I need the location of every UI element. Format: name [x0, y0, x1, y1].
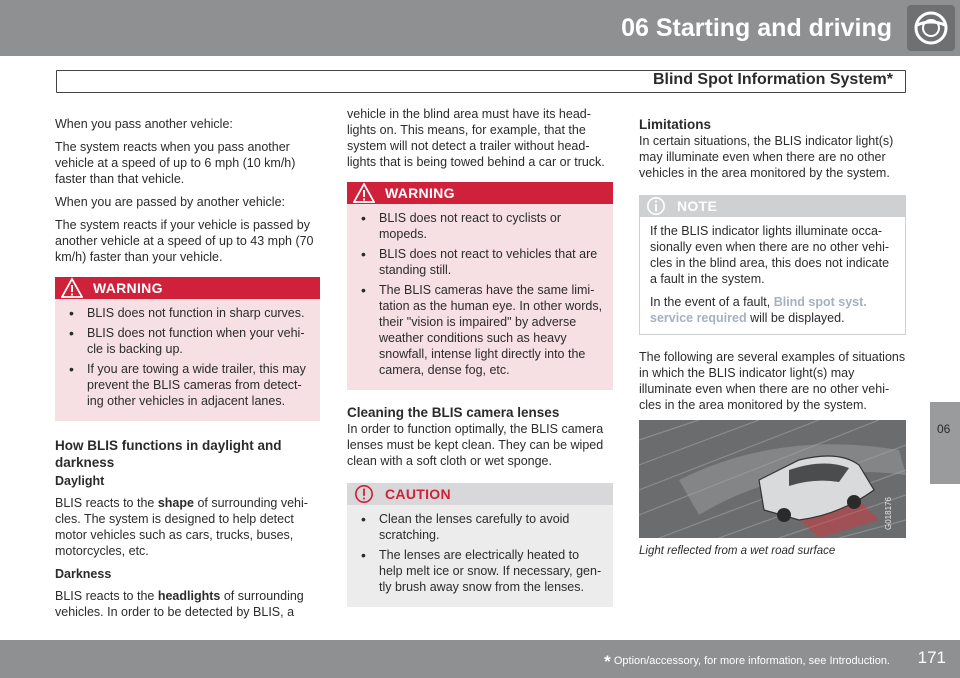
warning-triangle-icon — [61, 278, 83, 298]
warning-header — [55, 277, 320, 299]
paragraph-darkness — [55, 588, 320, 620]
image-caption: Light reflected from a wet road surface — [639, 545, 836, 557]
paragraph: vehicle in the blind area must have its headlights on. This means, for example, that the system will not detect a trailer without headlights that is being towed behind a car or truck. — [347, 107, 605, 169]
column-3 — [639, 116, 906, 559]
paragraph: When you are passed by another vehicle: — [55, 195, 285, 209]
car-illustration — [639, 420, 906, 538]
text: will be displayed. — [746, 311, 845, 325]
paragraph: When you pass another vehicle: — [55, 117, 233, 131]
subheading-darkness: Darkness — [55, 567, 112, 581]
paragraph: If the BLIS indicator lights illuminate occasionally even when there are no other vehicles in the blind area, this does not indicate a fault in the system. — [650, 224, 890, 286]
paragraph-daylight — [55, 495, 320, 559]
footer-note-text: Option/accessory, for more information, see Introduction. — [613, 655, 890, 667]
note-body — [639, 217, 906, 335]
section-heading: Cleaning the BLIS camera lenses — [347, 405, 560, 420]
footer-bar — [0, 640, 960, 678]
section-title: Blind Spot Information System* — [652, 71, 893, 88]
warning-header — [347, 182, 613, 204]
warning-box — [347, 182, 613, 390]
warning-box — [55, 277, 320, 421]
warning-triangle-icon — [353, 183, 375, 203]
header-bar — [0, 0, 960, 56]
caution-body — [347, 505, 613, 607]
warning-title: WARNING — [385, 185, 455, 201]
text: of surrounding vehicles. In order to be detected by BLIS, a — [55, 589, 304, 619]
paragraph: In certain situations, the BLIS indicator light(s) may illuminate even when there are no other vehicles in the area monitored by the system. — [639, 134, 894, 180]
subheading-daylight: Daylight — [55, 474, 105, 488]
note-header — [639, 195, 906, 217]
emphasis: headlights — [157, 589, 221, 603]
warning-title: WARNING — [93, 280, 163, 296]
column-2 — [347, 106, 613, 619]
warning-body — [347, 204, 613, 390]
paragraph — [650, 294, 897, 326]
list-item: • The BLIS cameras have the same limitation as the human eye. In other words, their "vision is impaired" by adverse weather conditions such as heavy snowfall, intense light directly into the camera, dense fog, etc. — [357, 282, 605, 378]
chapter-side-tab — [930, 402, 960, 484]
text: In the event of a fault, — [650, 295, 774, 309]
warning-body — [55, 299, 320, 421]
steering-wheel-icon — [907, 5, 955, 51]
paragraph: In order to function optimally, the BLIS camera lenses must be kept clean. They can be wiped clean with a soft cloth or wet sponge. — [347, 422, 604, 468]
list-item: • The lenses are electrically heated to help melt ice or snow. If necessary, gently brush away snow from the lenses. — [357, 547, 605, 595]
side-tab-label: 06 — [937, 422, 951, 436]
asterisk-icon: * — [604, 652, 611, 671]
page-number: 171 — [917, 648, 946, 667]
footer-note — [604, 652, 890, 672]
system-message: Blind spot syst. service required — [650, 295, 867, 325]
wet-road-reflection-image — [639, 420, 906, 538]
list-item: • BLIS does not function when your vehicle is backing up. — [65, 325, 312, 357]
list-item: • BLIS does not function in sharp curves. — [65, 305, 312, 321]
caution-header — [347, 483, 613, 505]
image-code: G018176 — [884, 497, 893, 530]
section-heading: How BLIS functions in daylight and darkness — [55, 438, 282, 470]
text: of surrounding vehicles. The system is designed to help detect motor vehicles such as cars, trucks, buses, motorcycles, etc. — [55, 496, 308, 558]
text: BLIS reacts to the — [55, 496, 158, 510]
chapter-title: 06 Starting and driving — [621, 14, 892, 42]
caution-title: CAUTION — [385, 486, 451, 502]
list-item: • BLIS does not react to cyclists or mopeds. — [357, 210, 605, 242]
section-title-box — [56, 70, 906, 93]
caution-box — [347, 483, 613, 607]
emphasis: shape — [157, 496, 194, 510]
paragraph: The system reacts if your vehicle is passed by another vehicle at a speed of up to 43 mph (70 km/h) faster than your vehicle. — [55, 218, 314, 264]
paragraph: The system reacts when you pass another vehicle at a speed of up to 6 mph (10 km/h) faster than that vehicle. — [55, 140, 296, 186]
info-icon — [645, 196, 667, 216]
note-title: NOTE — [677, 198, 718, 214]
paragraph: The following are several examples of situations in which the BLIS indicator light(s) may illuminate even when there are no other vehicles in the area monitored by the system. — [639, 350, 906, 412]
text: BLIS reacts to the — [55, 589, 158, 603]
list-item: • BLIS does not react to vehicles that are standing still. — [357, 246, 605, 278]
list-item: • Clean the lenses carefully to avoid scratching. — [357, 511, 605, 543]
list-item: • If you are towing a wide trailer, this may prevent the BLIS cameras from detecting other vehicles in adjacent lanes. — [65, 361, 312, 409]
note-box — [639, 195, 906, 335]
section-heading: Limitations — [639, 117, 712, 132]
column-1 — [55, 116, 320, 627]
caution-exclamation-icon — [353, 484, 375, 504]
